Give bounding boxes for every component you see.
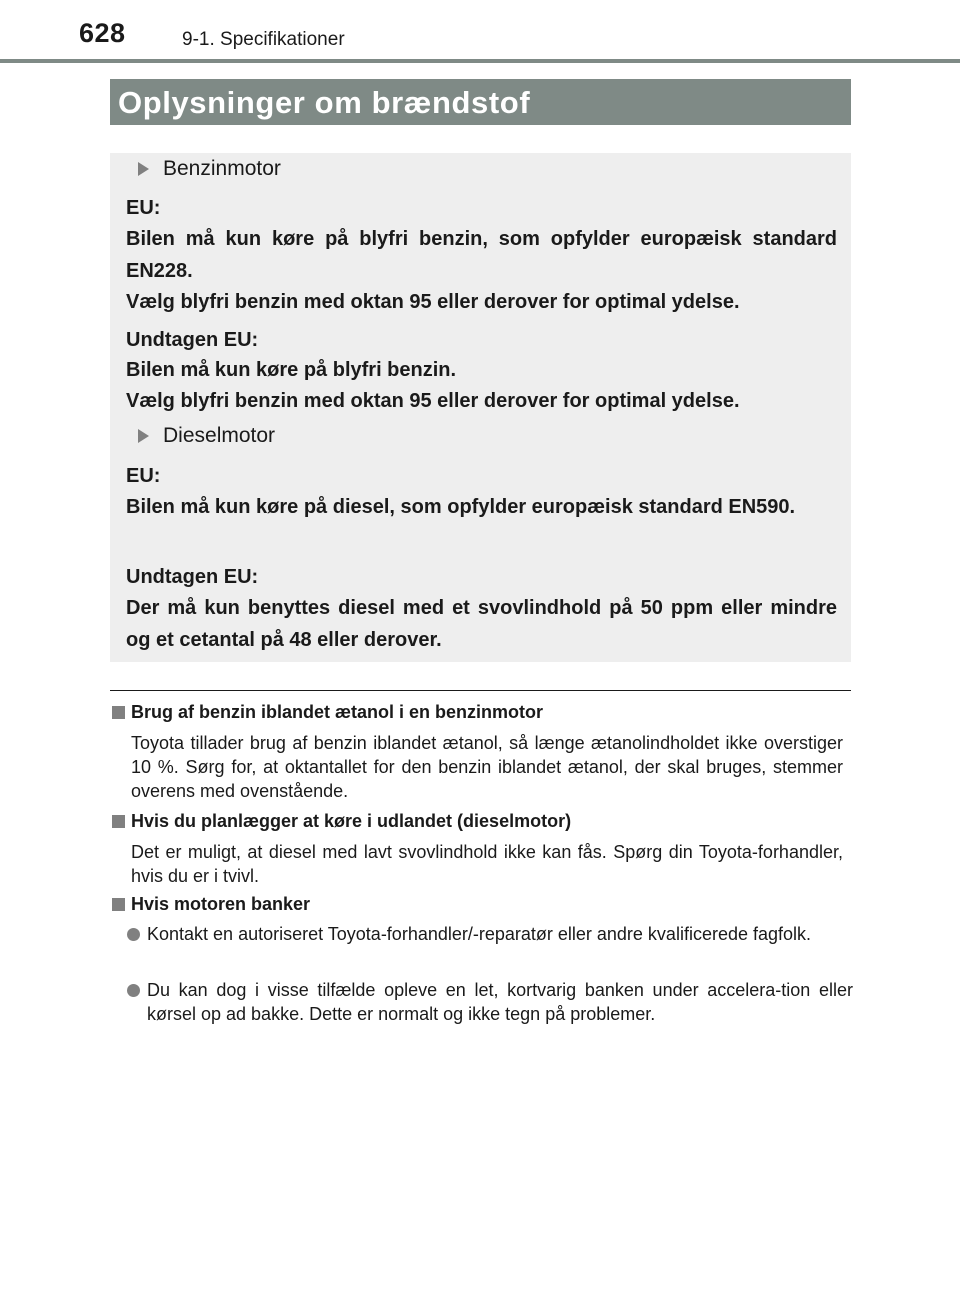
note-heading-ethanol <box>112 702 543 723</box>
header-rule <box>0 59 960 63</box>
section-heading: 9-1. Specifikationer <box>182 29 345 50</box>
knocking-bullet-text: Du kan dog i visse tilfælde opleve en let, kortvarig banken under accelera-tion eller kørsel op ad bakke. Dette er normalt og ikke tegn på problemer. <box>147 980 853 1024</box>
note-body-abroad: Det er muligt, at diesel med lavt svovlindhold ikke kan fås. Spørg din Toyota-forhandler, hvis du er i tvivl. <box>131 842 843 886</box>
circle-bullet-icon <box>127 928 140 941</box>
note-body-ethanol: Toyota tillader brug af benzin iblandet ætanol, så længe ætanolindholdet ikke overstiger 10 %. Sørg for, at oktantallet for den benzin iblandet ætanol, der skal bruges, stemmer overens med ovenstående. <box>131 733 843 801</box>
square-bullet-icon <box>112 706 125 719</box>
page-title-bar <box>110 79 851 125</box>
diesel-eu-label: EU: <box>126 465 161 487</box>
diesel-engine-label: Dieselmotor <box>163 424 276 447</box>
knocking-bullet-text: Kontakt en autoriseret Toyota-forhandler/-reparatør eller andre kvalificerede fagfolk. <box>147 924 812 944</box>
diesel-non-eu-text: Der må kun benyttes diesel med et svovlindhold på 50 ppm eller mindre og et cetantal på 48 eller derover. <box>126 597 837 651</box>
note-heading-knocking <box>112 894 310 915</box>
circle-bullet-icon <box>127 984 140 997</box>
petrol-eu-label: EU: <box>126 197 161 219</box>
triangle-bullet-icon <box>138 162 149 176</box>
diesel-eu-text: Bilen må kun køre på diesel, som opfylder europæisk standard EN590. <box>126 496 796 518</box>
petrol-engine-label: Benzinmotor <box>163 157 281 180</box>
note-heading-text: Hvis du planlægger at køre i udlandet (dieselmotor) <box>131 811 572 831</box>
note-heading-text: Hvis motoren banker <box>131 894 311 914</box>
square-bullet-icon <box>112 815 125 828</box>
petrol-eu-text-2: Vælg blyfri benzin med oktan 95 eller derover for optimal ydelse. <box>126 291 740 313</box>
petrol-non-eu-text-2: Vælg blyfri benzin med oktan 95 eller derover for optimal ydelse. <box>126 390 740 412</box>
square-bullet-icon <box>112 898 125 911</box>
diesel-non-eu-label: Undtagen EU: <box>126 566 259 588</box>
note-heading-abroad <box>112 811 571 832</box>
notes-divider <box>110 690 851 691</box>
petrol-eu-text-1: Bilen må kun køre på blyfri benzin, som opfylder europæisk standard EN228. <box>126 228 837 282</box>
diesel-engine-heading <box>138 424 275 448</box>
triangle-bullet-icon <box>138 429 149 443</box>
petrol-non-eu-label: Undtagen EU: <box>126 329 259 351</box>
page-title: Oplysninger om brændstof <box>118 85 531 120</box>
page-number: 628 <box>79 18 126 48</box>
petrol-engine-heading <box>138 157 281 181</box>
petrol-non-eu-text-1: Bilen må kun køre på blyfri benzin. <box>126 359 457 381</box>
note-heading-text: Brug af benzin iblandet ætanol i en benzinmotor <box>131 702 544 722</box>
knocking-bullet-2 <box>127 978 853 1026</box>
knocking-bullet-1 <box>127 922 853 946</box>
